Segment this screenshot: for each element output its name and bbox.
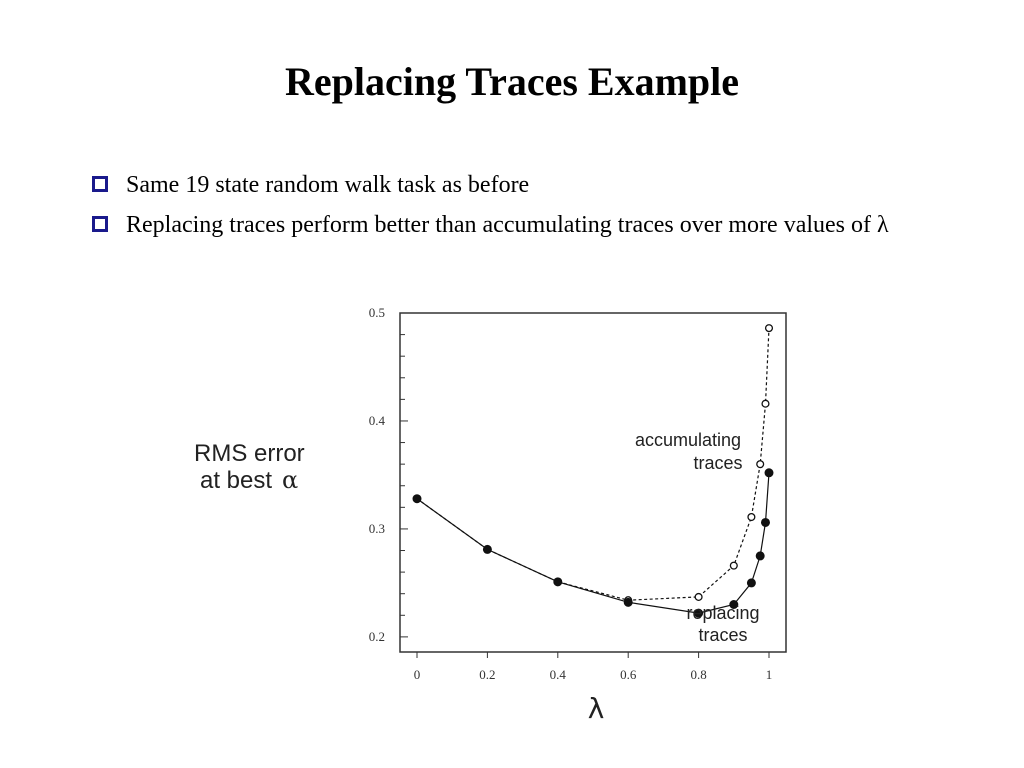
- data-point-accumulating: [695, 594, 702, 601]
- data-point-replacing: [765, 469, 773, 477]
- y-tick-label: 0.2: [368, 628, 385, 644]
- data-point-replacing: [413, 495, 421, 503]
- series-line-replacing: [417, 473, 769, 613]
- slide-title: Replacing Traces Example: [284, 59, 740, 104]
- x-tick-label: 1: [765, 667, 773, 682]
- data-point-replacing: [761, 518, 769, 526]
- series-label-replacing-line1: replacing: [686, 603, 760, 623]
- x-tick-label: 0.2: [479, 667, 496, 682]
- data-point-replacing: [747, 579, 755, 587]
- alpha-symbol: α: [282, 466, 299, 494]
- x-axis-label: λ: [587, 692, 605, 725]
- series-label-replacing-line2: traces: [698, 625, 748, 645]
- x-tick-label: 0: [413, 667, 421, 682]
- data-point-accumulating: [757, 461, 764, 468]
- y-axis-label-line2: at best: [200, 467, 273, 494]
- data-point-accumulating: [730, 562, 737, 569]
- plot-frame: [400, 313, 786, 652]
- data-point-accumulating: [762, 400, 769, 407]
- data-point-replacing: [624, 598, 632, 606]
- y-tick-label: 0.4: [368, 412, 385, 428]
- data-point-accumulating: [766, 325, 773, 332]
- data-point-replacing: [756, 552, 764, 560]
- y-tick-label: 0.3: [368, 520, 385, 536]
- series-label-accumulating-line2: traces: [693, 453, 743, 473]
- x-tick-label: 0.8: [690, 667, 707, 682]
- data-point-accumulating: [748, 514, 755, 521]
- bullet-text: Replacing traces perform better than accumulating traces over more values of λ: [126, 212, 889, 238]
- series-label-accumulating-line1: accumulating: [634, 430, 742, 450]
- data-point-replacing: [483, 545, 491, 553]
- x-tick-label: 0.6: [620, 667, 637, 682]
- y-axis-label-line1: RMS error: [194, 440, 305, 467]
- bullet-text: Same 19 state random walk task as before: [126, 172, 530, 198]
- x-tick-label: 0.4: [549, 667, 566, 682]
- data-point-replacing: [554, 578, 562, 586]
- y-tick-label: 0.5: [368, 305, 385, 320]
